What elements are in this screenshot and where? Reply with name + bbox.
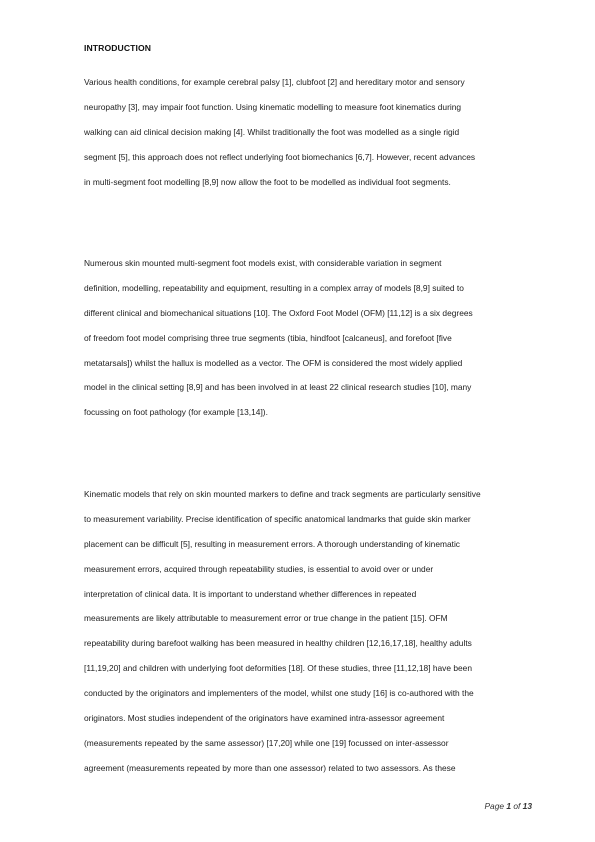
- paragraph-line: Various health conditions, for example cerebral palsy [1], clubfoot [2] and hereditary motor and sensory: [84, 77, 465, 87]
- paragraph-line: originators. Most studies independent of the originators have examined intra-assessor agreement: [84, 713, 445, 724]
- paragraph-line: measurement errors, acquired through repeatability studies, is essential to avoid over or under: [84, 563, 434, 574]
- paragraph-line: in multi-segment foot modelling [8,9] now allow the foot to be modelled as individual foot segments.: [84, 176, 451, 187]
- page-number-footer: [484, 801, 532, 811]
- paragraph-line: conducted by the originators and implementers of the model, whilst one study [16] is co-authored with the: [84, 688, 474, 699]
- paragraph-1: [84, 70, 514, 194]
- paragraph-line: metatarsals]) whilst the hallux is modelled as a vector. The OFM is considered the most widely applied: [84, 357, 463, 368]
- paragraph-line: to measurement variability. Precise identification of specific anatomical landmarks that guide skin marker: [84, 513, 471, 524]
- paragraph-line: interpretation of clinical data. It is important to understand whether differences in repeated: [84, 588, 417, 599]
- current-page-number: 1: [506, 801, 512, 811]
- paragraph-line: model in the clinical setting [8,9] and has been involved in at least 22 clinical research studies [10], many: [84, 382, 472, 393]
- paragraph-2: [84, 251, 514, 425]
- paragraph-line: (measurements repeated by the same assessor) [17,20] while one [19] focussed on inter-assessor: [84, 737, 449, 748]
- of-word: of: [513, 801, 521, 811]
- page-word: Page: [484, 801, 505, 811]
- paragraph-line: segment [5], this approach does not reflect underlying foot biomechanics [6,7]. However, recent advances: [84, 151, 476, 162]
- paragraph-line: placement can be difficult [5], resulting in measurement errors. A thorough understanding of kinematic: [84, 538, 460, 549]
- paragraph-line: measurements are likely attributable to measurement error or true change in the patient [15]. OFM: [84, 613, 448, 624]
- paragraph-line: Kinematic models that rely on skin mounted markers to define and track segments are particularly sensitive: [84, 489, 481, 499]
- paragraph-3: [84, 482, 514, 781]
- total-page-count: 13: [522, 801, 532, 811]
- paragraph-line: of freedom foot model comprising three true segments (tibia, hindfoot [calcaneus], and forefoot [five: [84, 332, 452, 343]
- section-heading: INTRODUCTION: [84, 43, 152, 53]
- paragraph-line: Numerous skin mounted multi-segment foot models exist, with considerable variation in segment: [84, 258, 442, 268]
- paragraph-line: definition, modelling, repeatability and equipment, resulting in a complex array of models [8,9] suited to: [84, 282, 464, 293]
- paragraph-line: agreement (measurements repeated by more than one assessor) related to two assessors. As these: [84, 762, 456, 773]
- paragraph-line: walking can aid clinical decision making [4]. Whilst traditionally the foot was modelled as a single rigid: [84, 126, 460, 137]
- paragraph-line: focussing on foot pathology (for example [13,14]).: [84, 407, 268, 418]
- paragraph-line: [11,19,20] and children with underlying foot deformities [18]. Of these studies, three [11,12,18] have been: [84, 663, 472, 674]
- paragraph-line: repeatability during barefoot walking has been measured in healthy children [12,16,17,18], healthy adults: [84, 638, 472, 649]
- paragraph-line: different clinical and biomechanical situations [10]. The Oxford Foot Model (OFM) [11,12] is a six degrees: [84, 307, 473, 318]
- paragraph-line: neuropathy [3], may impair foot function. Using kinematic modelling to measure foot kinematics during: [84, 101, 462, 112]
